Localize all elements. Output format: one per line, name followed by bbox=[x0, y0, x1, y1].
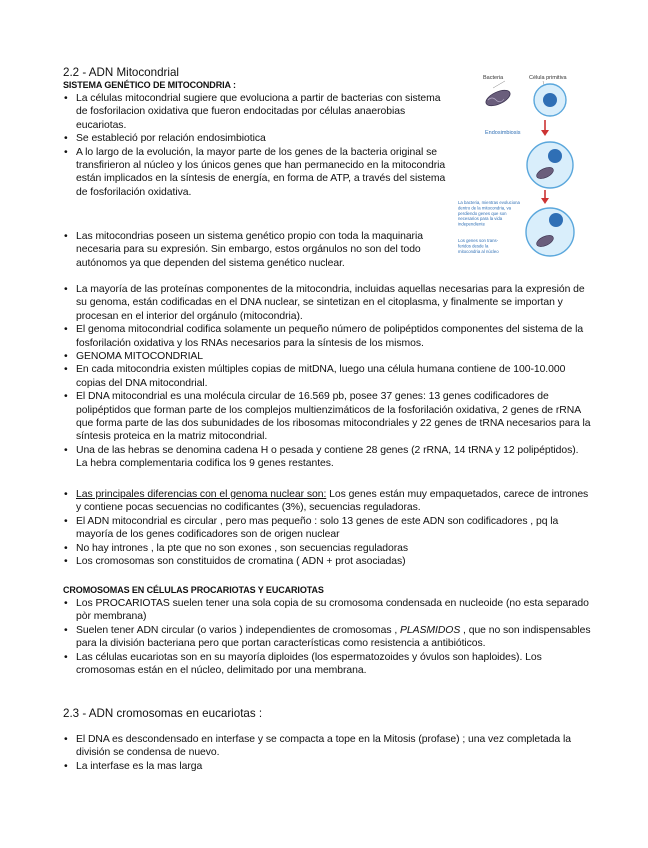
bullet-list-2a bbox=[63, 230, 453, 270]
list-item: • El genoma mitocondrial codifica solamente un pequeño número de polipéptidos componentes del sistema de la fosforilación oxidativa y los RNAs necesarios para la síntesis de los mismos. bbox=[63, 323, 591, 350]
list-item: • El DNA es descondensado en interfase y se compacta a tope en la Mitosis (profase) ; una vez completada la división se condensa de nuevo. bbox=[63, 733, 591, 760]
list-item: • En cada mitocondria existen múltiples copias de mitDNA, luego una célula humana contiene de 100-10.000 copias del DNA mitocondrial. bbox=[63, 363, 591, 390]
list-item: • Las mitocondrias poseen un sistema genético propio con toda la maquinaria necesaria para su expresión. Sin embargo, estos orgánulos no son del todo autónomos ya que dependen del sistema genético nuclear. bbox=[63, 230, 453, 270]
figure-label-celula-primitiva: Célula primitiva bbox=[529, 75, 567, 81]
bullet-list-5 bbox=[63, 733, 591, 773]
list-item: • Los PROCARIOTAS suelen tener una sola copia de su cromosoma condensada en nucleoide (no esta separado pòr membrana) bbox=[63, 597, 591, 624]
primitive-cell-icon bbox=[534, 84, 566, 116]
heading-sistema-genetico: SISTEMA GENÉTICO DE MITOCONDRIA : bbox=[63, 80, 236, 90]
figure-label-bacteria: Bacteria bbox=[483, 75, 504, 81]
bullet-list-2b bbox=[63, 283, 591, 471]
list-item: • A lo largo de la evolución, la mayor parte de los genes de la bacteria original se transfirieron al núcleo y los únicos genes que han permanecido en la mitocondria están implicados en la síntesis de energía, en forma de ATP, a través del sistema de fosforilación oxidativa. bbox=[63, 146, 453, 200]
list-item: • Una de las hebras se denomina cadena H o pesada y contiene 28 genes (2 rRNA, 14 tRNA y 12 polipéptidos). La hebra complementaria codifica los 9 genes restantes. bbox=[63, 444, 591, 471]
cell-gene-transfer-icon bbox=[526, 208, 574, 256]
endosymbiosis-figure bbox=[455, 70, 585, 280]
list-item-differences bbox=[63, 488, 591, 515]
list-item: • La mayoría de las proteínas componentes de la mitocondria, incluidas aquellas necesarias para la expresión de su genoma, están codificadas en el DNA nuclear, se sintetizan en el citoplasma, y finalmente se importan y procesan en el interior del orgánulo (mitocondria). bbox=[63, 283, 591, 323]
section-title-adn-cromosomas: 2.3 - ADN cromosomas en eucariotas : bbox=[63, 707, 263, 720]
bullet-list-4 bbox=[63, 597, 591, 677]
list-item: • Los cromosomas son constituidos de cromatina ( ADN + prot asociadas) bbox=[63, 555, 591, 568]
figure-label-endosimbiosis: Endosimbiosis bbox=[485, 130, 521, 136]
list-item: • Las células eucariotas son en su mayoría diploides (los espermatozoides y óvulos son haploides). Los cromosomas están en el núcleo, delimitado por una membrana. bbox=[63, 651, 591, 678]
list-item: • Se estableció por relación endosimbiotica bbox=[63, 132, 453, 145]
figure-caption-2: Los genes son trans- feridos desde la mitocondria al núcleo bbox=[458, 238, 499, 254]
list-item: • GENOMA MITOCONDRIAL bbox=[63, 350, 591, 363]
cell-with-mitochondrion-icon bbox=[527, 142, 573, 188]
plasmidos-text-b: , que no son indispensables para la división bacteriana pero que portan características como resistencia a antibióticos. bbox=[76, 624, 591, 650]
heading-cromosomas: CROMOSOMAS EN CÉLULAS PROCARIOTAS Y EUCARIOTAS bbox=[63, 585, 324, 595]
bullet-list-1 bbox=[63, 92, 453, 199]
list-item: • No hay intrones , la pte que no son exones , son secuencias reguladoras bbox=[63, 542, 591, 555]
list-item: • La interfase es la mas larga bbox=[63, 760, 591, 773]
differences-label: Las principales diferencias con el genoma nuclear son: bbox=[76, 489, 327, 500]
list-item-plasmidos bbox=[63, 624, 591, 651]
list-item: • El DNA mitocondrial es una molécula circular de 16.569 pb, posee 37 genes: 13 genes codificadores de polipéptidos que forman parte de los complejos multienzimáticos de la fosforilación oxidativa, 2 genes de rRNA que forma parte de las dos subunidades de los ribosomas mitocondriales y 22 genes de tRNA necesarios para la síntesis proteica en la matriz mitocondrial. bbox=[63, 390, 591, 444]
figure-caption-1: La bacteria, mientras evoluciona dentro de la mitocondria, va perdiendo genes que son necesarios para la vida independiente bbox=[458, 200, 520, 227]
plasmidos-text-a: Suelen tener ADN circular (o varios ) independientes de cromosomas , bbox=[76, 624, 401, 636]
plasmidos-term: PLASMIDOS bbox=[400, 624, 461, 636]
list-item: • El ADN mitocondrial es circular , pero mas pequeño : solo 13 genes de este ADN son codificadores , pq la mayoría de los genes codificadores son de origen nuclear bbox=[63, 515, 591, 542]
bullet-list-3 bbox=[63, 488, 591, 568]
section-title-adn-mitocondrial: 2.2 - ADN Mitocondrial bbox=[63, 66, 179, 79]
list-item: • La células mitocondrial sugiere que evoluciona a partir de bacterias con sistema de fosforilacion oxidativa que fueron endocitadas por células anaerobias eucariotas. bbox=[63, 92, 453, 132]
differences-text: Los genes están muy empaquetados, carece de intrones y contiene pocas secuencias no codificantes (3%), secuencias reguladoras. bbox=[76, 489, 589, 514]
